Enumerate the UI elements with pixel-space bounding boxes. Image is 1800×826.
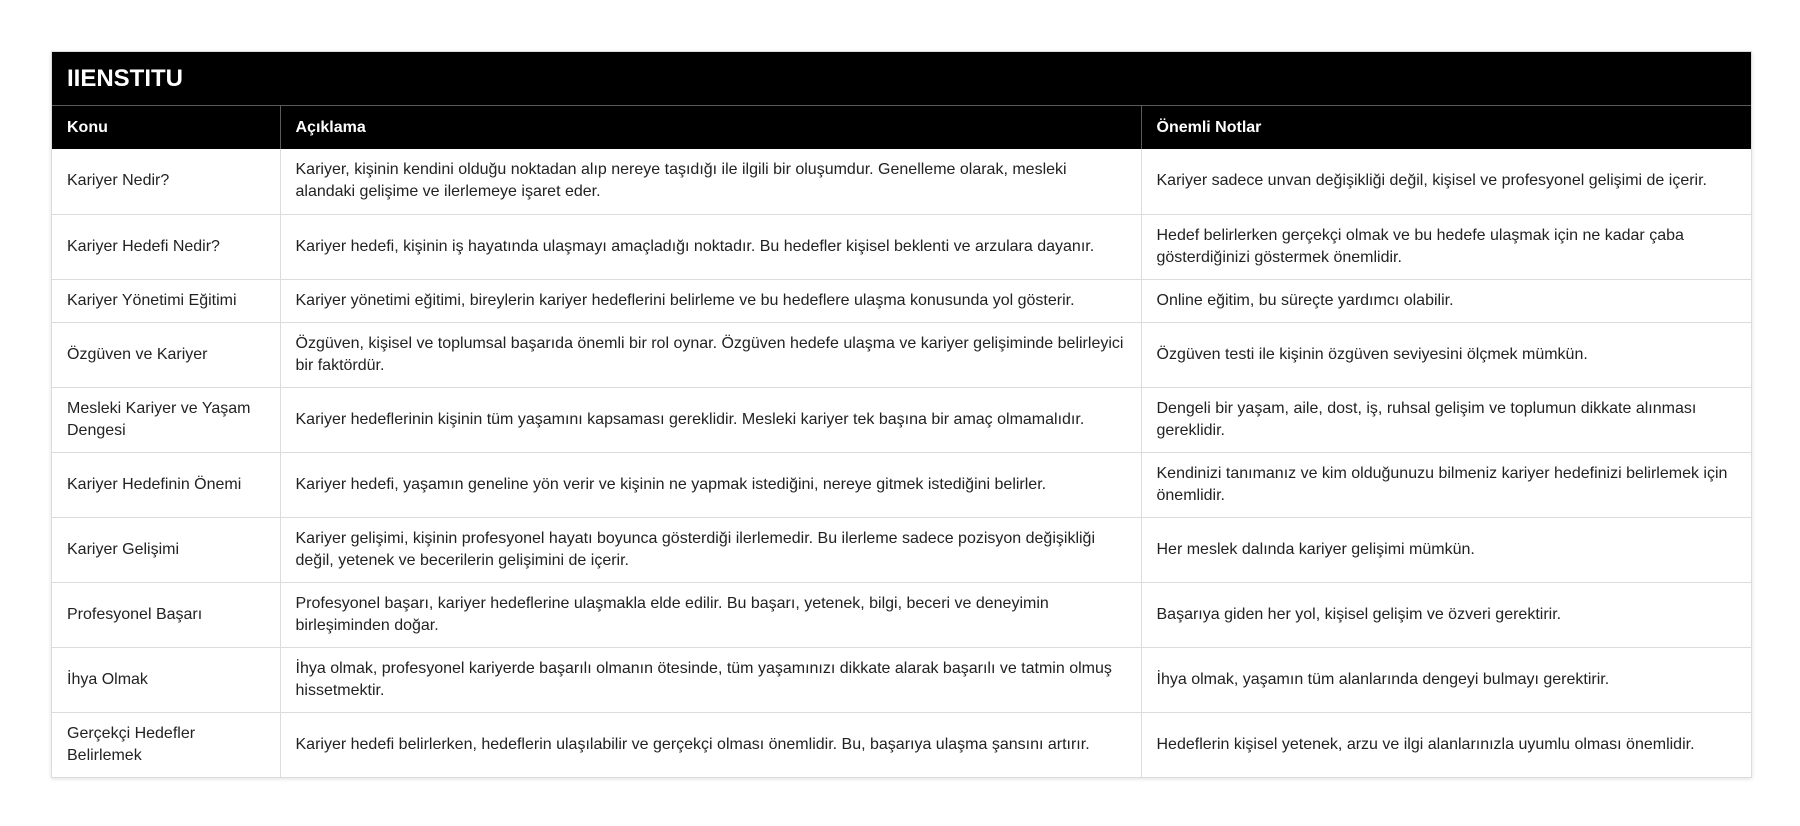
cell-notes: Kariyer sadece unvan değişikliği değil, kişisel ve profesyonel gelişimi de içerir. [1141, 149, 1751, 214]
table-row [52, 712, 1751, 777]
cell-topic: Kariyer Hedefinin Önemi [52, 452, 280, 517]
table-row [52, 582, 1751, 647]
table-row [52, 452, 1751, 517]
table-row [52, 387, 1751, 452]
cell-topic: Kariyer Gelişimi [52, 517, 280, 582]
column-header-description: Açıklama [280, 106, 1141, 149]
table-body [52, 149, 1751, 777]
table-row [52, 149, 1751, 214]
cell-notes: Dengeli bir yaşam, aile, dost, iş, ruhsal gelişim ve toplumun dikkate alınması gereklidir. [1141, 387, 1751, 452]
cell-topic: İhya Olmak [52, 647, 280, 712]
cell-description: Profesyonel başarı, kariyer hedeflerine ulaşmakla elde edilir. Bu başarı, yetenek, bilgi, beceri ve deneyimin birleşiminden doğar. [280, 582, 1141, 647]
cell-description: İhya olmak, profesyonel kariyerde başarılı olmanın ötesinde, tüm yaşamınızı dikkate alarak başarılı ve tatmin olmuş hissetmektir. [280, 647, 1141, 712]
cell-topic: Kariyer Hedefi Nedir? [52, 214, 280, 279]
info-table [52, 106, 1751, 777]
info-table-card [51, 51, 1752, 778]
cell-description: Kariyer hedefi belirlerken, hedeflerin ulaşılabilir ve gerçekçi olması önemlidir. Bu, başarıya ulaşma şansını artırır. [280, 712, 1141, 777]
cell-topic: Gerçekçi Hedefler Belirlemek [52, 712, 280, 777]
cell-notes: Her meslek dalında kariyer gelişimi mümkün. [1141, 517, 1751, 582]
cell-topic: Kariyer Nedir? [52, 149, 280, 214]
cell-notes: Özgüven testi ile kişinin özgüven seviyesini ölçmek mümkün. [1141, 322, 1751, 387]
cell-notes: Kendinizi tanımanız ve kim olduğunuzu bilmeniz kariyer hedefinizi belirlemek için önemlidir. [1141, 452, 1751, 517]
cell-notes: Hedef belirlerken gerçekçi olmak ve bu hedefe ulaşmak için ne kadar çaba gösterdiğinizi göstermek önemlidir. [1141, 214, 1751, 279]
cell-description: Kariyer hedefi, yaşamın geneline yön verir ve kişinin ne yapmak istediğini, nereye gitmek istediğini belirler. [280, 452, 1141, 517]
cell-description: Kariyer gelişimi, kişinin profesyonel hayatı boyunca gösterdiği ilerlemedir. Bu ilerleme sadece pozisyon değişikliği değil, yetenek ve becerilerin gelişimini de içerir. [280, 517, 1141, 582]
table-title: IIENSTITU [52, 52, 1751, 106]
cell-description: Kariyer hedeflerinin kişinin tüm yaşamını kapsaması gereklidir. Mesleki kariyer tek başına bir amaç olmamalıdır. [280, 387, 1141, 452]
cell-description: Özgüven, kişisel ve toplumsal başarıda önemli bir rol oynar. Özgüven hedefe ulaşma ve kariyer gelişiminde belirleyici bir faktördür. [280, 322, 1141, 387]
cell-notes: Hedeflerin kişisel yetenek, arzu ve ilgi alanlarınızla uyumlu olması önemlidir. [1156, 735, 1695, 753]
header-row [52, 106, 1751, 149]
cell-topic: Kariyer Yönetimi Eğitimi [52, 279, 280, 322]
cell-description: Kariyer, kişinin kendini olduğu noktadan alıp nereye taşıdığı ile ilgili bir oluşumdur. Genelleme olarak, mesleki alandaki gelişime ve ilerlemeye işaret eder. [280, 149, 1141, 214]
table-row [52, 322, 1751, 387]
column-header-topic: Konu [52, 106, 280, 149]
cell-description: Kariyer hedefi, kişinin iş hayatında ulaşmayı amaçladığı noktadır. Bu hedefler kişisel beklenti ve arzulara dayanır. [280, 214, 1141, 279]
cell-topic: Profesyonel Başarı [52, 582, 280, 647]
cell-topic: Mesleki Kariyer ve Yaşam Dengesi [52, 387, 280, 452]
cell-notes: Online eğitim, bu süreçte yardımcı olabilir. [1141, 279, 1751, 322]
table-header [52, 106, 1751, 149]
table-row [52, 647, 1751, 712]
cell-notes: İhya olmak, yaşamın tüm alanlarında dengeyi bulmayı gerektirir. [1141, 647, 1751, 712]
table-row [52, 279, 1751, 322]
column-header-notes: Önemli Notlar [1141, 106, 1751, 149]
cell-notes: Başarıya giden her yol, kişisel gelişim ve özveri gerektirir. [1141, 582, 1751, 647]
cell-description: Kariyer yönetimi eğitimi, bireylerin kariyer hedeflerini belirleme ve bu hedeflere ulaşma konusunda yol gösterir. [280, 279, 1141, 322]
cell-topic: Özgüven ve Kariyer [52, 322, 280, 387]
table-row [52, 214, 1751, 279]
table-row [52, 517, 1751, 582]
